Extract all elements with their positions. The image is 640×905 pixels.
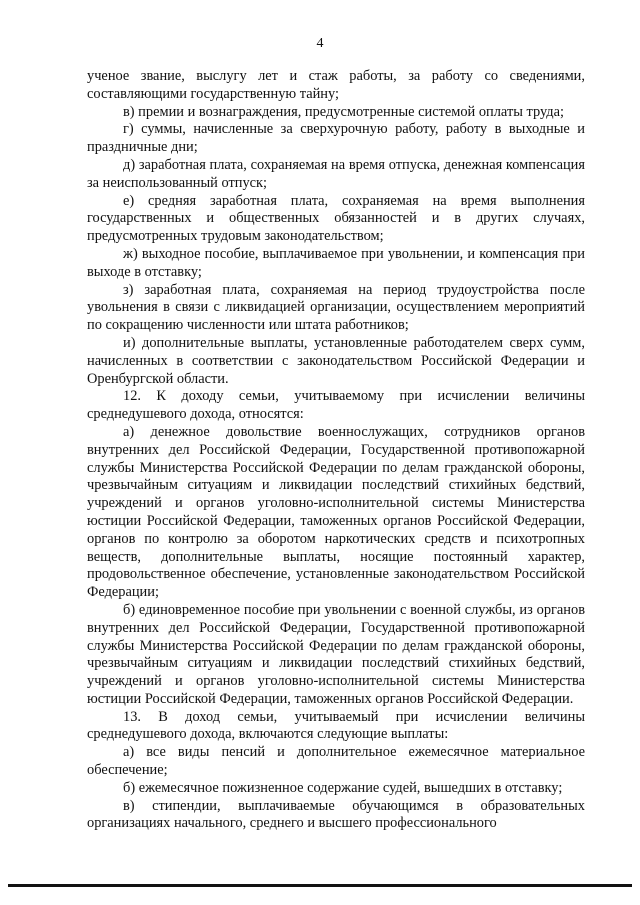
paragraph-item-d: д) заработная плата, сохраняемая на время отпуска, денежная компенсация за неиспользованный отпуск;	[87, 156, 585, 191]
paragraph-item-e: е) средняя заработная плата, сохраняемая на время выполнения государственных и общественных обязанностей и в других случаях, предусмотренных трудовым законодательством;	[87, 192, 585, 245]
section-13-item-b: б) ежемесячное пожизненное содержание судей, вышедших в отставку;	[123, 779, 563, 796]
section-13-item-a: а) все виды пенсий и дополнительное ежемесячное материальное обеспечение;	[87, 744, 585, 779]
section-13-heading: 13. В доход семьи, учитываемый при исчислении величины среднедушевого дохода, включаются следующие выплаты:	[87, 708, 585, 743]
page-number: 4	[316, 36, 324, 51]
section-12-heading: 12. К доходу семьи, учитываемому при исчислении величины среднедушевого дохода, относятся:	[87, 388, 585, 423]
bottom-rule	[8, 884, 632, 887]
section-12-item-a: а) денежное довольствие военнослужащих, сотрудников органов внутренних дел Российской Федерации, Государственной противопожарной службы Министерства Российской Федерации по делам гражданской обороны, чрезвычайным ситуациям и ликвидации последствий стихийных бедствий, учреждений и органов уголовно-исполнительной системы Министерства юстиции Российской Федерации, таможенных органов Российской Федерации, органов по контролю за оборотом наркотических средств и психотропных веществ, дополнительные выплаты, носящие постоянный характер, продовольственное обеспечение, установленные законодательством Российской Федерации;	[87, 423, 585, 601]
section-12-item-b: б) единовременное пособие при увольнении с военной службы, из органов внутренних дел Российской Федерации, Государственной противопожарной службы Министерства Российской Федерации по делам гражданской обороны, чрезвычайным ситуациям и ликвидации последствий стихийных бедствий, учреждений и органов уголовно-исполнительной системы Министерства юстиции Российской Федерации, таможенных органов Российской Федерации.	[87, 601, 585, 707]
paragraph-item-i: и) дополнительные выплаты, установленные работодателем сверх сумм, начисленных в соответствии с законодательством Российской Федерации и Оренбургской области.	[87, 334, 585, 387]
paragraph-item-g: г) суммы, начисленные за сверхурочную работу, работу в выходные и праздничные дни;	[87, 121, 585, 156]
section-13-item-v: в) стипендии, выплачиваемые обучающимся в образовательных организациях начального, среднего и высшего профессионального	[87, 797, 585, 832]
paragraph-item-z: з) заработная плата, сохраняемая на период трудоустройства после увольнения в связи с ликвидацией организации, осуществлением мероприятий по сокращению численности или штата работников;	[87, 281, 585, 334]
paragraph-item-zh: ж) выходное пособие, выплачиваемое при увольнении, и компенсация при выходе в отставку;	[87, 245, 585, 280]
paragraph-continuation: ученое звание, выслугу лет и стаж работы, за работу со сведениями, составляющими государственную тайну;	[87, 68, 585, 102]
document-body	[87, 68, 585, 833]
paragraph-item-v: в) премии и вознаграждения, предусмотренные системой оплаты труда;	[123, 103, 564, 120]
